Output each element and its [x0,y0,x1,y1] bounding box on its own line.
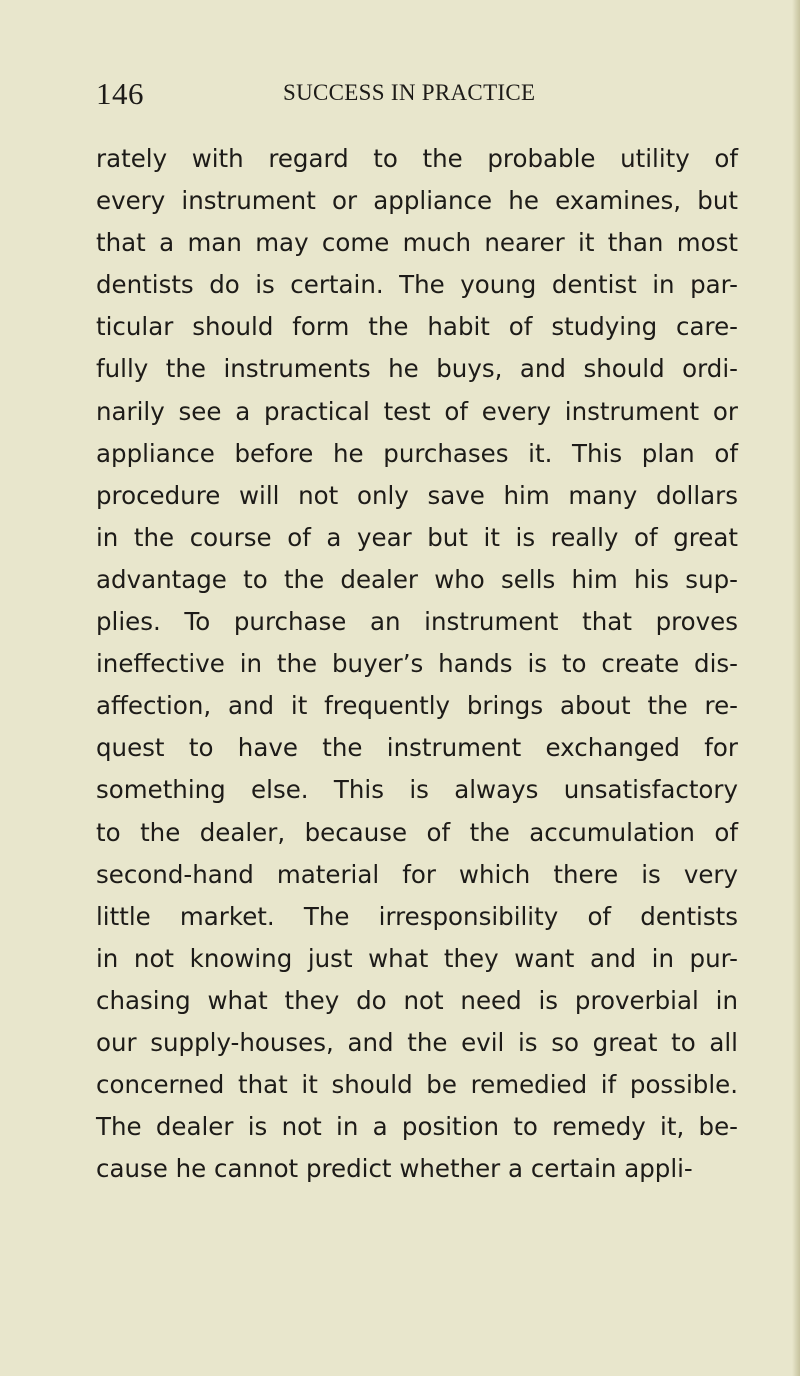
page-edge-shadow [792,0,800,1376]
text-line: in not knowing just what they want and in pur- [96,943,738,973]
text-line: procedure will not only save him many dollars [96,480,738,510]
text-line: dentists do is certain. The young dentist in par- [96,270,738,300]
text-line: advantage to the dealer who sells him his sup- [96,564,738,594]
text-line: appliance before he purchases it. This plan of [96,438,738,468]
text-line: ticular should form the habit of studying care- [96,312,738,342]
text-line: something else. This is always unsatisfactory [96,775,738,805]
text-line: ineffective in the buyer’s hands is to create dis- [96,649,738,679]
text-line: chasing what they do not need is proverbial in [96,985,738,1015]
text-line: that a man may come much nearer it than most [96,228,738,258]
text-line: second-hand material for which there is very [96,859,738,889]
text-line: little market. The irresponsibility of dentists [96,901,738,931]
text-line: our supply-houses, and the evil is so great to all [96,1027,738,1057]
text-line: to the dealer, because of the accumulation of [96,817,738,847]
text-line: quest to have the instrument exchanged for [96,733,738,763]
body-paragraph [96,138,738,1190]
text-line: fully the instruments he buys, and should ordi- [96,354,738,384]
text-line: every instrument or appliance he examines, but [96,186,738,216]
text-line: narily see a practical test of every instrument or [96,396,738,426]
text-line: affection, and it frequently brings about the re- [96,691,738,721]
text-line: The dealer is not in a position to remedy it, be- [96,1112,738,1142]
running-head [0,74,800,114]
text-line: rately with regard to the probable utility of [96,144,738,173]
text-line: in the course of a year but it is really of great [96,522,738,552]
running-title: SUCCESS IN PRACTICE [283,80,536,105]
text-line: plies. To purchase an instrument that proves [96,607,738,637]
text-line: cause he cannot predict whether a certain appli- [96,1154,693,1184]
text-line: concerned that it should be remedied if possible. [96,1070,738,1100]
page-number: 146 [96,76,144,111]
